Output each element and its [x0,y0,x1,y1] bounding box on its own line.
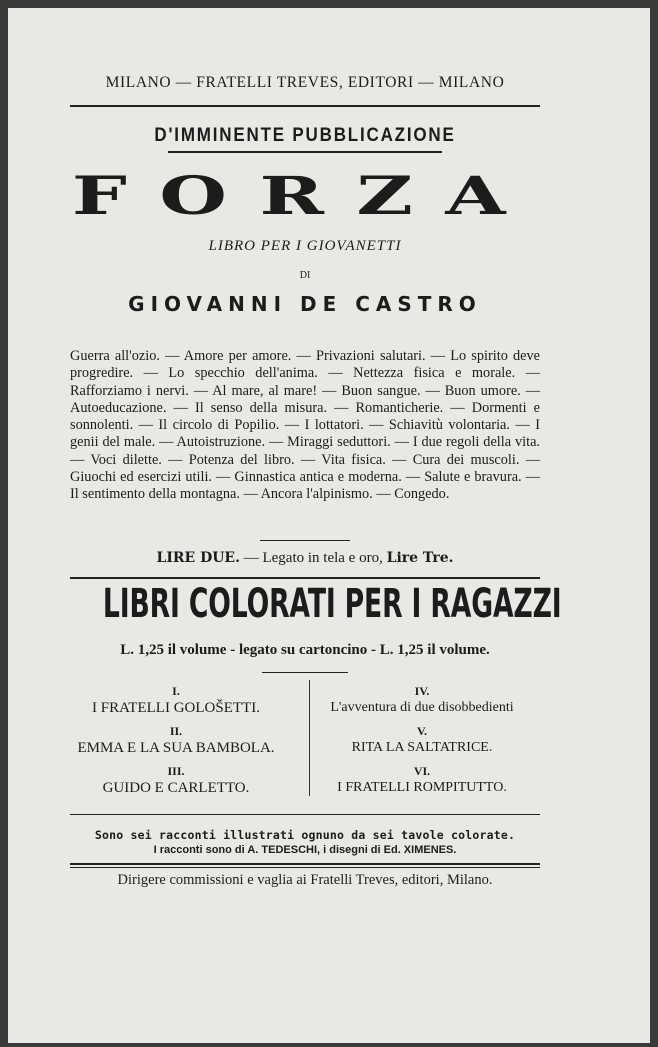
footer-rule-bottom [70,867,540,868]
volume-title: RITA LA SALTATRICE. [351,740,493,755]
volume-number: V. [416,724,428,738]
book-subtitle: LIBRO PER I GIOVANETTI [208,238,402,254]
volume-column-left [60,684,292,804]
upcoming-label: D'IMMINENTE PUBBLICAZIONE [154,123,456,146]
volume-number: VI. [413,764,431,778]
book-price [70,550,540,567]
series-title: LIBRI COLORATI PER I RAGAZZI [102,580,562,628]
volume-title: EMMA E LA SUA BAMBOLA. [77,740,275,756]
price-sep: — Legato in tela e oro, [239,550,387,566]
contents-rule [260,540,350,541]
volume-number: II. [169,724,183,738]
footer-rule-top [70,863,540,865]
volume-title: GUIDO E CARLETTO. [102,780,250,796]
list-item [306,684,538,724]
header-rule [70,105,540,107]
volume-column-right [306,684,538,804]
volume-title: L'avventura di due disobbedienti [330,700,514,715]
volume-title: I FRATELLI ROMPITUTTO. [337,780,507,795]
series-note: Sono sei racconti illustrati ognuno da sei tavole colorate. [94,828,516,842]
page [8,8,650,1043]
book-title: FORZA [71,164,539,227]
list-item [60,684,292,724]
publisher-header: MILANO — FRATELLI TREVES, EDITORI — MILANO [105,74,505,91]
section-rule [70,577,540,579]
volume-number: I. [172,684,180,698]
list-item [60,724,292,764]
list-item [306,724,538,764]
footer-note: Dirigere commissioni e vaglia ai Fratelli Treves, editori, Milano. [117,872,493,888]
volume-number: III. [167,764,185,778]
list-item [306,764,538,804]
price-paper: LIRE DUE. [156,550,240,566]
volumes-rule [70,814,540,815]
upcoming-underline [168,151,442,153]
book-author: GIOVANNI DE CASTRO [128,292,482,316]
volume-title: I FRATELLI GOLOŠETTI. [92,700,260,716]
price-bound: Lire Tre. [386,550,454,566]
volume-list [70,684,540,804]
series-credits: I racconti sono di A. TEDESCHI, i disegni di Ed. XIMENES. [153,844,457,856]
by-label: DI [299,270,311,281]
list-item [60,764,292,804]
volume-number: IV. [414,684,430,698]
book-contents: Guerra all'ozio. — Amore per amore. — Privazioni salutari. — Lo spirito deve progredire. — Lo specchio dell'anima. — Nettezza fisica e morale. — Rafforziamo i nervi. — Al mare, al mare! — Buon sangue. — Buon umore. — Autoeducazione. — Il senso della misura. — Romanticherie. — Dormenti e sonnolenti. — Il circolo di Popilio. — I lottatori. — Schiavitù volontaria. — I genii del male. — Autoistruzione. — Miraggi seduttori. — I due regoli della vita. — Voci dilette. — Potenza del libro. — Vita fisica. — Cura dei muscoli. — Giuochi ed esercizi utili. — Ginnastica antica e moderna. — Salute e bravura. — Il sentimento della montagna. — Ancora l'alpinismo. — Congedo. [70,348,540,503]
series-price-rule [262,672,348,673]
series-price: L. 1,25 il volume - legato su cartoncino - L. 1,25 il volume. [120,642,490,658]
